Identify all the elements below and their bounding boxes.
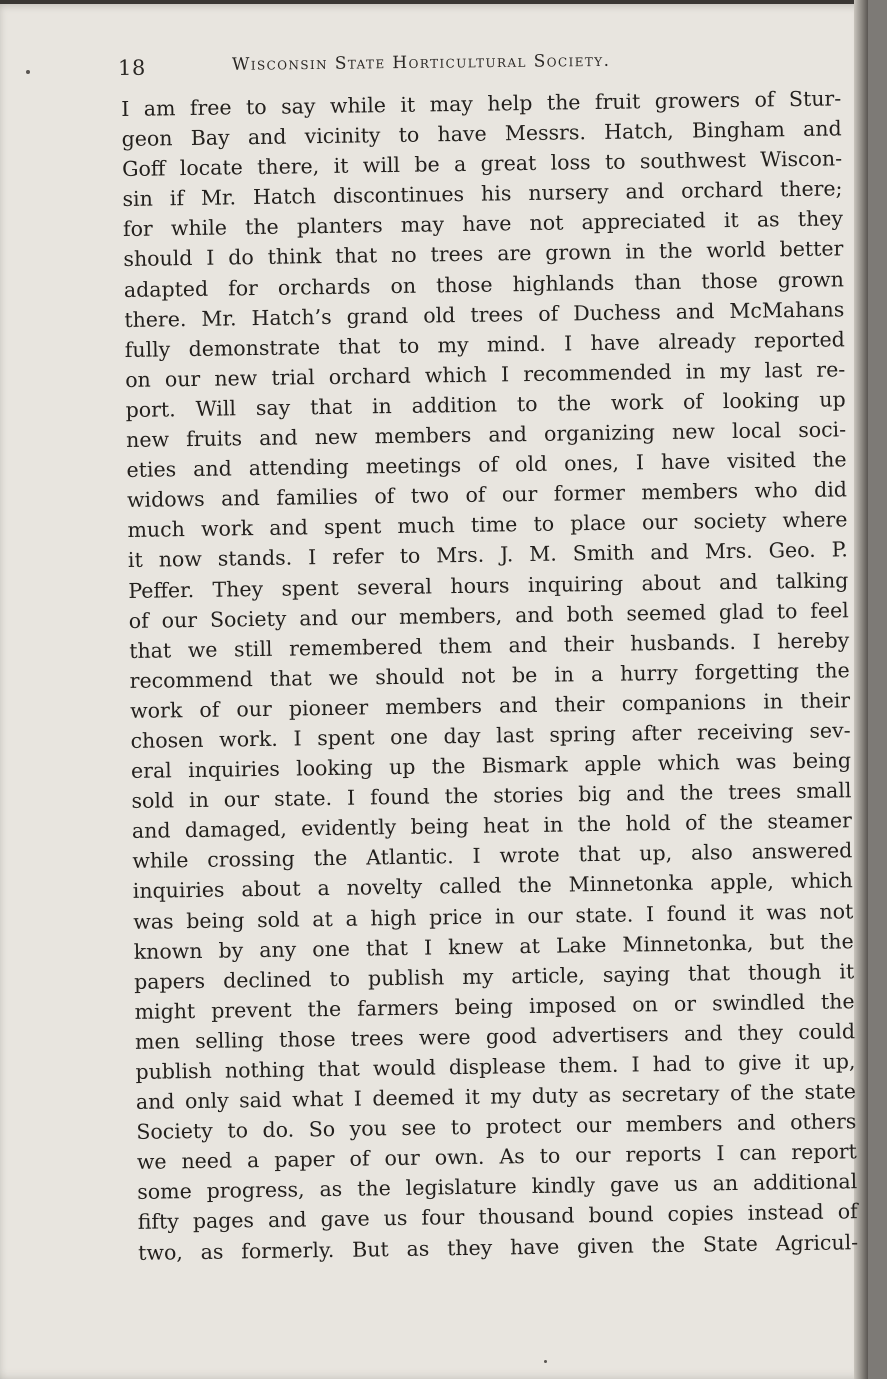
text-line: Peffer. They spent several hours inquiring about and talking <box>128 567 849 603</box>
text-line: geon Bay and vicinity to have Messrs. Hatch, Bingham and <box>121 116 842 152</box>
text-line: on our new trial orchard which I recommended in my last re- <box>125 357 846 392</box>
text-line: port. Will say that in addition to the work of looking up <box>125 387 846 422</box>
text-line: was being sold at a high price in our state. I found it was not <box>133 898 854 934</box>
text-line: two, as formerly. But as they have given the State Agricul- <box>138 1229 859 1265</box>
text-line: might prevent the farmers being imposed on or swindled the <box>134 989 855 1024</box>
text-line: of our Society and our members, and both seemed glad to feel <box>128 597 849 633</box>
text-line: fifty pages and gave us four thousand bound copies instead of <box>137 1199 858 1235</box>
text-line: known by any one that I knew at Lake Minnetonka, but the <box>133 928 854 964</box>
text-line: Society to do. So you see to protect our members and others <box>136 1109 857 1145</box>
text-line: publish nothing that would displease them. I had to give it up, <box>135 1049 856 1084</box>
paper-speck <box>544 1360 547 1363</box>
text-line: eral inquiries looking up the Bismark apple which was being <box>130 748 852 783</box>
text-line: new fruits and new members and organizing new local soci- <box>125 417 847 452</box>
text-line: I am free to say while it may help the fruit growers of Stur- <box>121 86 842 121</box>
text-line: for while the planters may have not appreciated it as they <box>122 206 844 242</box>
text-line: men selling those trees were good advertisers and they could <box>134 1019 856 1054</box>
text-line: adapted for orchards on those highlands than those grown <box>123 266 844 302</box>
text-line: that we still remembered them and their husbands. I hereby <box>129 627 850 663</box>
body-paragraph <box>121 83 858 1267</box>
text-line: much work and spent much time to place our society where <box>127 507 848 543</box>
page-number: 18 <box>117 55 146 80</box>
text-line: and only said what I deemed it my duty as secretary of the state <box>135 1079 857 1114</box>
text-line: while crossing the Atlantic. I wrote that up, also answered <box>132 838 853 874</box>
text-line: papers declined to publish my article, saying that though it <box>133 958 855 994</box>
text-line: it now stands. I refer to Mrs. J. M. Smith and Mrs. Geo. P. <box>127 537 849 573</box>
text-line: sin if Mr. Hatch discontinues his nursery and orchard there; <box>122 176 843 212</box>
text-line: eties and attending meetings of old ones, I have visited the <box>126 447 847 483</box>
journal-title: Wisconsin State Horticultural Society. <box>231 50 611 75</box>
text-line: inquiries about a novelty called the Minnetonka apple, which <box>132 868 853 904</box>
text-line: there. Mr. Hatch’s grand old trees of Duchess and McMahans <box>124 296 845 332</box>
running-head <box>118 46 718 82</box>
page-top-edge <box>0 0 868 4</box>
text-line: some progress, as the legislature kindly gave us an additional <box>137 1169 858 1205</box>
text-line: chosen work. I spent one day last spring after receiving sev- <box>130 718 851 753</box>
text-line: and damaged, evidently being heat in the hold of the steamer <box>131 808 853 844</box>
text-line: work of our pioneer members and their companions in their <box>129 688 851 723</box>
paper-speck <box>26 70 30 74</box>
text-line: widows and families of two of our former members who did <box>126 477 848 513</box>
text-line: we need a paper of our own. As to our reports I can report <box>136 1139 857 1175</box>
text-line: Goff locate there, it will be a great loss to southwest Wiscon- <box>121 146 843 182</box>
text-line: sold in our state. I found the stories big and the trees small <box>131 778 852 814</box>
text-line: should I do think that no trees are grown in the world better <box>123 236 844 272</box>
text-line: recommend that we should not be in a hurry forgetting the <box>129 658 850 693</box>
text-line: fully demonstrate that to my mind. I have already reported <box>124 327 845 362</box>
